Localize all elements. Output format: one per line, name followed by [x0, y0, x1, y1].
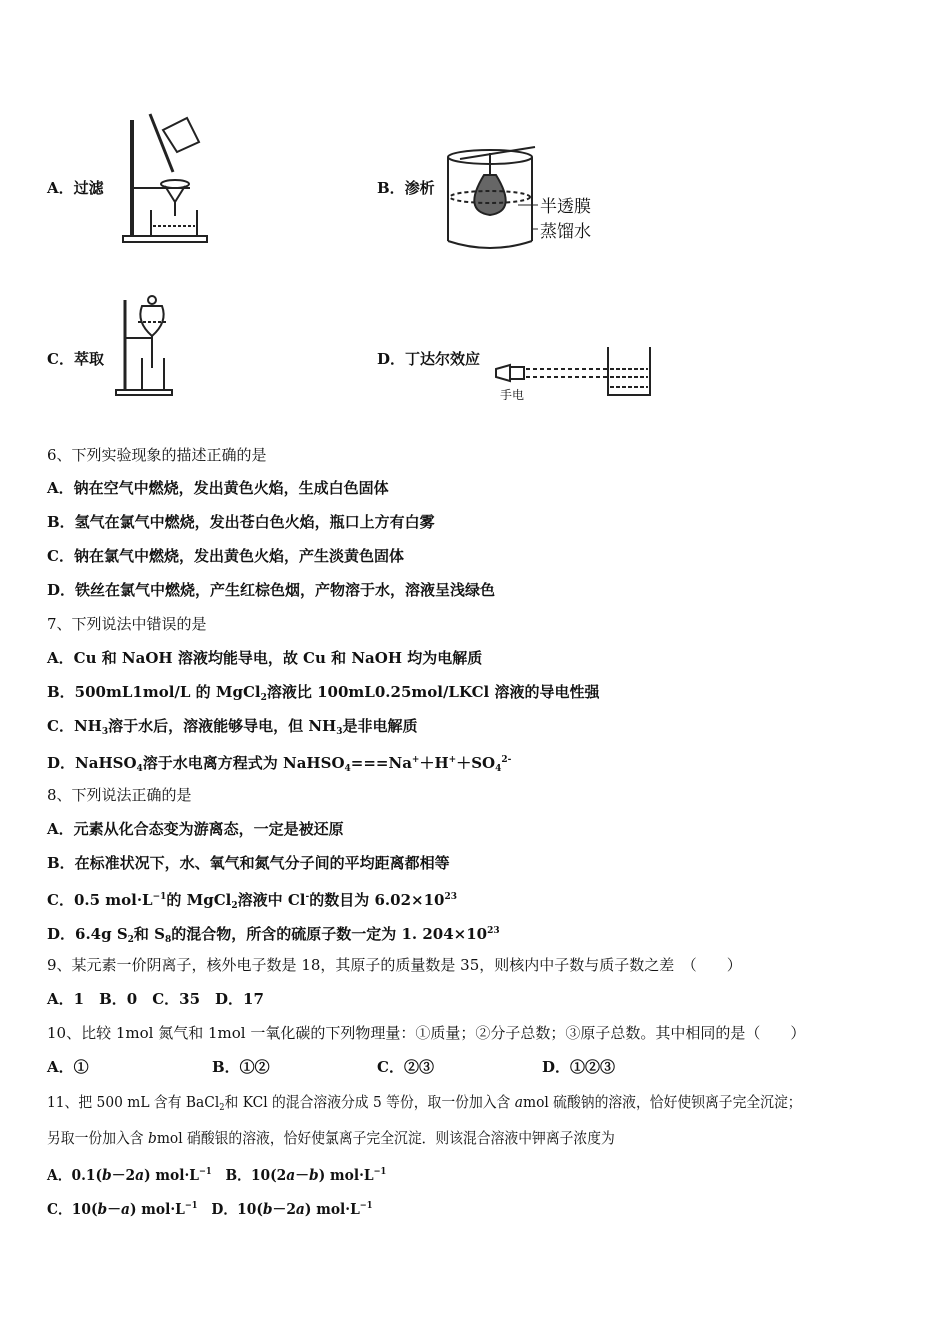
text-segment: −1: [198, 1167, 212, 1177]
text-segment: D．NaHSO: [47, 754, 137, 772]
text-segment: B．10(2: [211, 1166, 287, 1184]
text-segment: A．钠在空气中燃烧，发出黄色火焰，生成白色固体: [47, 479, 389, 497]
text-line: [47, 478, 389, 498]
text-segment: ) mol·L: [144, 1166, 199, 1184]
text-segment: ) mol·L: [129, 1200, 185, 1218]
text-segment: A．0.1(: [47, 1166, 103, 1184]
filtration-apparatus-figure: [115, 110, 215, 250]
dialysis-apparatus-figure: [440, 145, 610, 253]
text-segment: ＋H: [419, 754, 449, 772]
question-stem: [47, 955, 742, 975]
text-segment: −1: [359, 1201, 373, 1211]
text-segment: b: [102, 1166, 112, 1184]
text-segment: 10、比较 1mol 氮气和 1mol 一氧化碳的下列物理量：①质量；②分子总数；③原子总数。其中相同的是（ ）: [47, 1024, 806, 1042]
text-segment: mol 硫酸钠的溶液，恰好使钡离子完全沉淀；: [522, 1093, 802, 1111]
option-d-label: D．丁达尔效应: [377, 350, 481, 368]
text-segment: B．氢气在氯气中燃烧，发出苍白色火焰，瓶口上方有白雾: [47, 513, 435, 531]
text-line: [47, 682, 599, 708]
text-segment: C．钠在氯气中燃烧，发出黄色火焰，产生淡黄色固体: [47, 547, 404, 565]
text-segment: -: [305, 892, 310, 902]
text-segment: 2: [219, 1103, 225, 1113]
text-segment: 3: [336, 727, 343, 737]
text-line: [47, 819, 344, 839]
text-line: [47, 853, 450, 873]
flashlight-caption: 手电: [500, 388, 525, 402]
text-segment: A．Cu 和 NaOH 溶液均能导电，故 Cu 和 NaOH 均为电解质: [47, 649, 483, 667]
text-segment: +: [411, 755, 420, 765]
answer-choice: A．①: [47, 1058, 89, 1076]
text-line: [47, 750, 511, 779]
text-segment: 另取一份加入含: [47, 1129, 148, 1147]
text-segment: 的混合物，所含的硫原子数一定为 1. 204×10: [171, 925, 488, 943]
text-segment: 4: [344, 764, 351, 774]
text-segment: 是非电解质: [342, 717, 418, 735]
text-segment: a: [121, 1200, 130, 1218]
text-segment: 23: [444, 892, 457, 902]
text-segment: a: [295, 1200, 305, 1218]
text-segment: 的数目为 6.02×10: [309, 891, 445, 909]
option-a-label: A．过滤: [47, 179, 104, 197]
text-segment: 溶液中 Cl: [237, 891, 306, 909]
text-segment: 9、某元素一价阴离子，核外电子数是 18，其原子的质量数是 35，则核内中子数与质子数之差 （ ）: [47, 956, 742, 974]
text-segment: b: [262, 1200, 273, 1218]
text-segment: b: [147, 1129, 157, 1147]
text-line: [47, 1128, 615, 1148]
text-line: [47, 648, 482, 668]
text-line: [47, 921, 500, 950]
text-line: [47, 1196, 372, 1219]
text-segment: ===Na: [350, 754, 412, 772]
tyndall-effect-figure: [490, 343, 660, 403]
text-segment: 和 KCl 的混合溶液分成 5 等份，取一份加入含: [224, 1093, 515, 1111]
text-segment: B．500mL1mol/L 的 MgCl: [47, 683, 261, 701]
text-segment: 溶液比 100mL0.25mol/LKCl 溶液的导电性强: [266, 683, 600, 701]
text-segment: 2: [127, 935, 134, 945]
text-segment: ) mol·L: [318, 1166, 374, 1184]
text-line: [47, 580, 495, 600]
text-segment: a: [514, 1093, 523, 1111]
text-segment: －2: [111, 1166, 136, 1184]
text-segment: A．1 B．0 C．35 D．17: [47, 990, 264, 1008]
question-stem: [47, 785, 192, 805]
question-stem: [47, 1092, 802, 1118]
text-line: [47, 989, 264, 1009]
text-segment: 8、下列说法正确的是: [47, 786, 192, 804]
text-segment: b: [309, 1166, 319, 1184]
text-segment: －2: [272, 1200, 296, 1218]
answer-choice: B．①②: [212, 1058, 270, 1076]
text-line: [47, 1057, 707, 1077]
answer-choice: C．②③: [377, 1058, 434, 1076]
question-stem: [47, 1023, 805, 1043]
text-segment: C．0.5 mol·L: [47, 891, 153, 909]
text-segment: D．铁丝在氯气中燃烧，产生红棕色烟，产物溶于水，溶液呈浅绿色: [47, 581, 496, 599]
text-segment: A．元素从化合态变为游离态，一定是被还原: [47, 820, 344, 838]
text-segment: −1: [373, 1167, 387, 1177]
text-segment: 和 S: [133, 925, 165, 943]
text-segment: +: [448, 755, 457, 765]
text-segment: －: [107, 1200, 122, 1218]
text-segment: C．NH: [47, 717, 102, 735]
text-segment: 7、下列说法中错误的是: [47, 615, 207, 633]
text-line: [47, 512, 435, 532]
option-c-label: C．萃取: [47, 350, 104, 368]
text-segment: C．10(: [47, 1200, 98, 1218]
text-segment: −1: [152, 892, 167, 902]
text-segment: a: [135, 1166, 145, 1184]
text-segment: 4: [495, 764, 502, 774]
text-segment: a: [286, 1166, 296, 1184]
text-segment: mol 硝酸银的溶液，恰好使氯离子完全沉淀．则该混合溶液中钾离子浓度为: [156, 1129, 615, 1147]
question-stem: [47, 445, 267, 465]
text-line: [47, 1162, 386, 1185]
text-segment: 溶于水后，溶液能够导电，但 NH: [108, 717, 337, 735]
membrane-caption: 半透膜: [540, 197, 591, 217]
text-segment: 6、下列实验现象的描述正确的是: [47, 446, 267, 464]
text-segment: 2: [231, 901, 238, 911]
option-b-label: B．渗析: [377, 179, 435, 197]
text-segment: b: [97, 1200, 108, 1218]
question-stem: [47, 614, 207, 634]
text-segment: 2-: [501, 755, 512, 765]
text-segment: 溶于水电离方程式为 NaHSO: [142, 754, 345, 772]
text-segment: －: [295, 1166, 310, 1184]
answer-choice: D．①②③: [542, 1058, 616, 1076]
text-segment: 的 MgCl: [166, 891, 232, 909]
text-line: [47, 716, 417, 742]
text-segment: 3: [101, 727, 109, 737]
text-segment: B．在标准状况下，水、氧气和氮气分子间的平均距离都相等: [47, 854, 450, 872]
text-segment: D．6.4g S: [47, 925, 128, 943]
text-segment: ＋SO: [456, 754, 496, 772]
text-segment: 2: [260, 693, 267, 703]
text-segment: D．10(: [197, 1200, 263, 1218]
text-segment: ) mol·L: [304, 1200, 360, 1218]
extraction-apparatus-figure: [112, 292, 177, 398]
text-segment: 11、把 500 mL 含有 BaCl: [47, 1093, 220, 1111]
text-line: [47, 546, 404, 566]
text-segment: 23: [487, 926, 500, 936]
text-segment: 8: [164, 935, 172, 945]
text-segment: 4: [136, 764, 143, 774]
text-segment: −1: [184, 1201, 198, 1211]
distilled-water-caption: 蒸馏水: [540, 222, 591, 242]
text-line: [47, 887, 457, 916]
